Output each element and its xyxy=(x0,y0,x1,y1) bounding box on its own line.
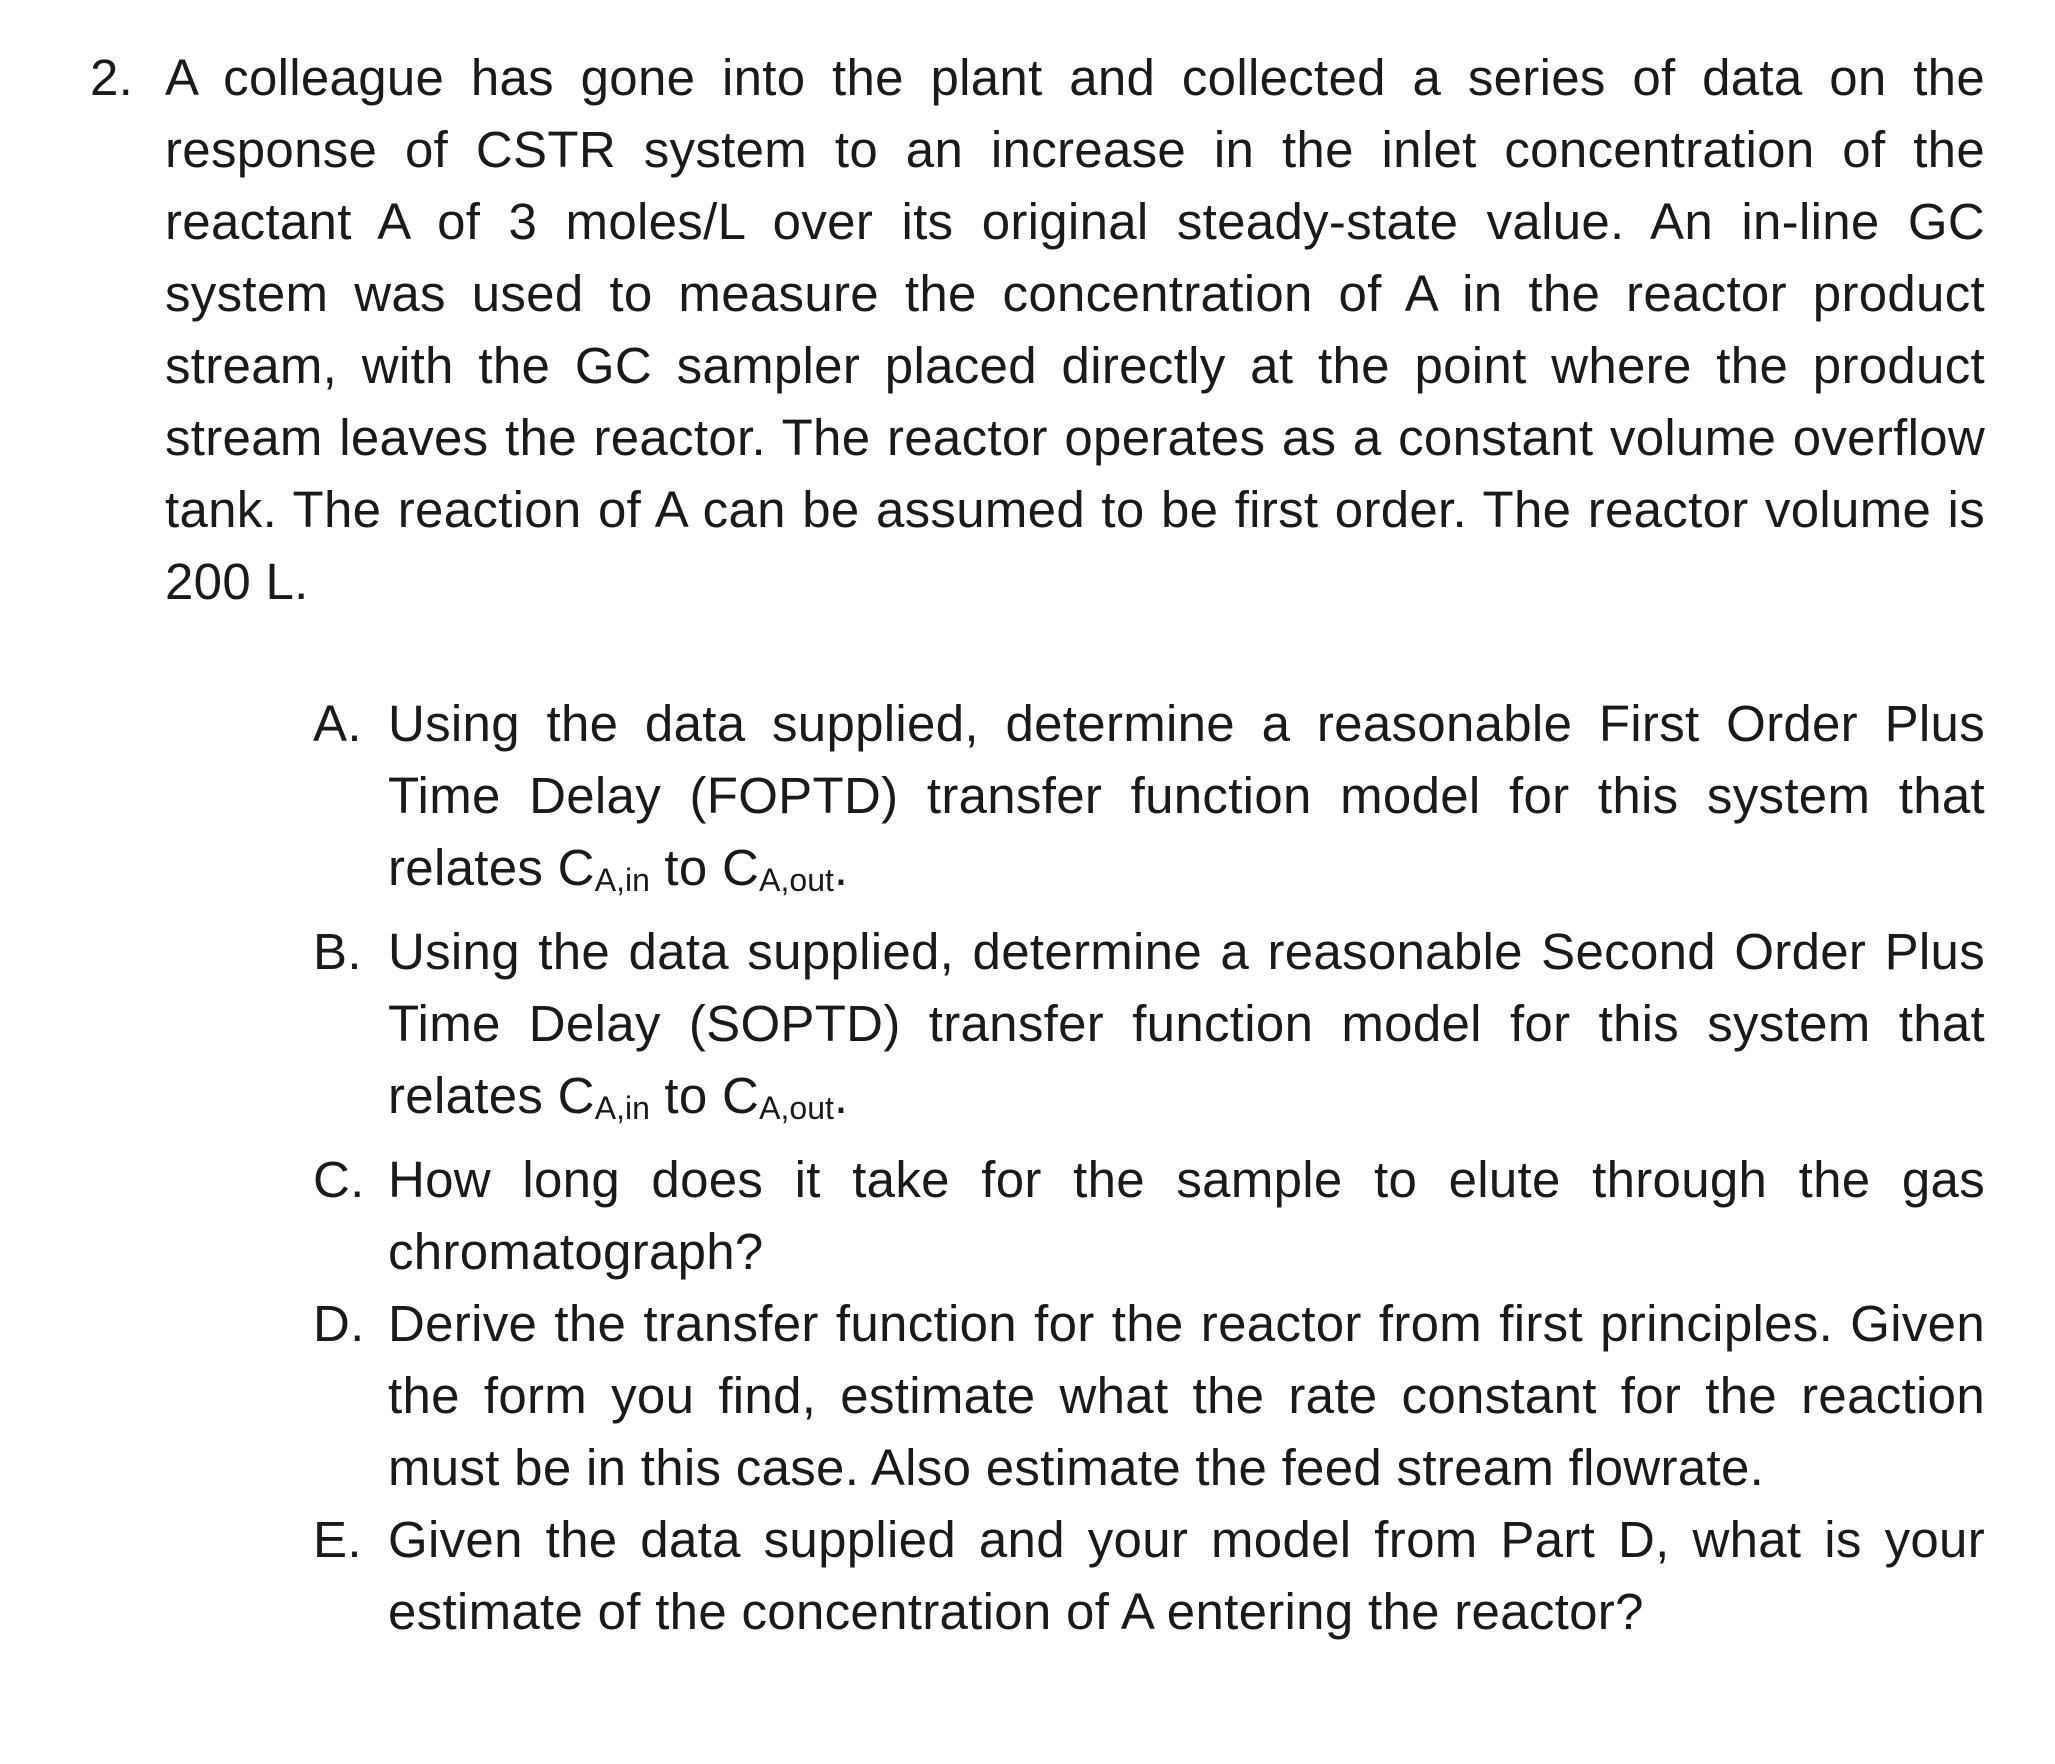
part-a-text-before: Using the data supplied, determine a reasonable First Order Plus Time Delay (FOPTD) transfer function model for this system that relates xyxy=(388,695,1985,896)
part-a-var-ca-out-sub: A,out xyxy=(759,862,834,898)
question-number: 2. xyxy=(90,49,134,106)
part-a-var-ca-in xyxy=(558,839,650,896)
question-parts-list xyxy=(313,688,1985,1648)
part-a-var-ca-out-main: C xyxy=(722,839,760,896)
part-b-var-ca-out-main: C xyxy=(722,1067,760,1124)
part-b-var-ca-out-sub: A,out xyxy=(759,1090,834,1126)
part-b-var-ca-in-sub: A,in xyxy=(594,1090,650,1126)
part-e-text: Given the data supplied and your model from Part D, what is your estimate of the concentration of A entering the reactor? xyxy=(388,1511,1985,1640)
part-a-var-ca-in-main: C xyxy=(557,839,595,896)
part-b xyxy=(313,916,1985,1144)
part-b-text-before: Using the data supplied, determine a reasonable Second Order Plus Time Delay (SOPTD) transfer function model for this system that relates xyxy=(388,923,1985,1124)
part-a-letter: A. xyxy=(313,695,362,752)
part-c xyxy=(313,1144,1985,1288)
part-a-text-mid: to xyxy=(649,839,723,896)
part-a-text xyxy=(388,688,1985,916)
part-e xyxy=(313,1504,1985,1648)
part-a-var-ca-out xyxy=(722,839,834,896)
part-d-text: Derive the transfer function for the reactor from first principles. Given the form you find, estimate what the rate constant for the reaction must be in this case. Also estimate the feed stream flowrate. xyxy=(388,1295,1985,1496)
part-c-text: How long does it take for the sample to elute through the gas chromatograph? xyxy=(388,1151,1985,1280)
part-b-var-ca-in xyxy=(558,1067,650,1124)
question-stem: A colleague has gone into the plant and collected a series of data on the response of CSTR system to an increase in the inlet concentration of the reactant A of 3 moles/L over its original steady-state value. An in-line GC system was used to measure the concentration of A in the reactor product stream, with the GC sampler placed directly at the point where the product stream leaves the reactor. The reactor operates as a constant volume overflow tank. The reaction of A can be assumed to be first order. The reactor volume is 200 L. xyxy=(165,49,1985,610)
part-b-letter: B. xyxy=(313,923,362,980)
part-b-var-ca-out xyxy=(722,1067,834,1124)
part-a-text-end: . xyxy=(833,839,849,896)
part-b-text xyxy=(388,916,1985,1144)
part-a xyxy=(313,688,1985,916)
part-c-letter: C. xyxy=(313,1151,365,1208)
part-b-text-mid: to xyxy=(649,1067,723,1124)
part-a-var-ca-in-sub: A,in xyxy=(594,862,650,898)
part-d-letter: D. xyxy=(313,1295,365,1352)
part-e-letter: E. xyxy=(313,1511,362,1568)
part-d xyxy=(313,1288,1985,1504)
part-b-var-ca-in-main: C xyxy=(557,1067,595,1124)
part-b-text-end: . xyxy=(833,1067,849,1124)
